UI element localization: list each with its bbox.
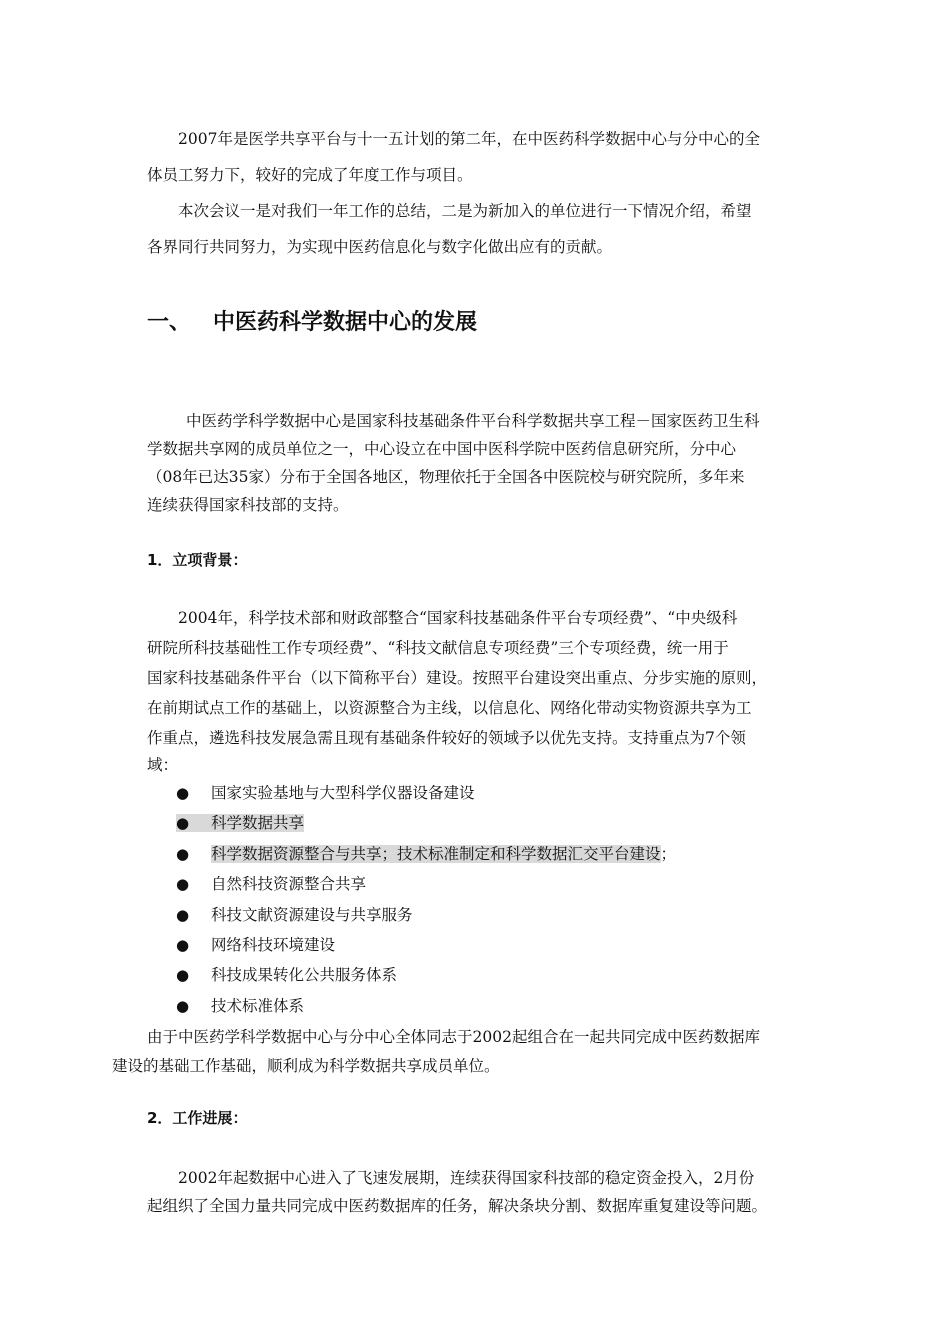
bullet-icon: ● xyxy=(176,996,190,1015)
section-1-para-line: 学数据共享网的成员单位之一，中心设立在中国中医科学院中医药信息研究所，分中心 xyxy=(147,440,737,458)
intro-paragraph-1-line-1: 2007年是医学共享平台与十一五计划的第二年，在中医药科学数据中心与分中心的全 xyxy=(178,130,760,148)
list-item-text: 国家实验基地与大型科学仪器设备建设 xyxy=(211,784,475,802)
list-item xyxy=(176,930,676,960)
list-item xyxy=(176,778,676,808)
section-1-number: 一、 xyxy=(147,310,192,335)
list-item xyxy=(176,808,676,838)
subsection-1-para-line: 作重点，遴选科技发展急需且现有基础条件较好的领域予以优先支持。支持重点为7个领 xyxy=(147,729,746,747)
section-1-para-line: 中医药学科学数据中心是国家科技基础条件平台科学数据共享工程－国家医药卫生科 xyxy=(186,412,760,430)
list-item-text: 科学数据共享 xyxy=(211,814,305,833)
list-item xyxy=(176,991,676,1021)
list-item-text: 科学数据资源整合与共享；技术标准制定和科学数据汇交平台建设 xyxy=(211,844,661,863)
list-item-text: 网络科技环境建设 xyxy=(211,935,336,954)
intro-paragraph-2-line-2: 各界同行共同努力，为实现中医药信息化与数字化做出应有的贡献。 xyxy=(147,238,613,256)
list-item-suffix: ； xyxy=(660,844,677,863)
list-item xyxy=(176,869,676,899)
list-item xyxy=(176,960,676,990)
section-1-title: 中医药科学数据中心的发展 xyxy=(213,310,478,335)
subsection-1-para-line: 在前期试点工作的基础上，以资源整合为主线，以信息化、网络化带动实物资源共享为工 xyxy=(147,699,752,717)
bullet-icon: ● xyxy=(176,935,190,954)
subsection-1-heading: 1．立项背景： xyxy=(147,551,248,569)
section-1-para-line: 连续获得国家科技部的支持。 xyxy=(147,496,349,514)
subsection-1-para-line: 国家科技基础条件平台（以下简称平台）建设。按照平台建设突出重点、分步实施的原则， xyxy=(147,669,768,687)
list-item-text: 科技成果转化公共服务体系 xyxy=(211,966,398,985)
bullet-icon: ● xyxy=(176,814,190,833)
list-item-text: 科技文献资源建设与共享服务 xyxy=(211,905,413,924)
subsection-2-heading: 2．工作进展： xyxy=(147,1109,248,1127)
list-item xyxy=(176,900,676,930)
subsection-1-closing-line-2: 建设的基础工作基础，顺利成为科学数据共享成员单位。 xyxy=(112,1057,500,1075)
list-item-text: 技术标准体系 xyxy=(211,996,305,1015)
subsection-1-para-line: 研院所科技基础性工作专项经费”、“科技文献信息专项经费”三个专项经费，统一用于 xyxy=(147,639,729,657)
intro-paragraph-2-line-1: 本次会议一是对我们一年工作的总结，二是为新加入的单位进行一下情况介绍，希望 xyxy=(178,202,752,220)
subsection-2-para-line-1: 2002年起数据中心进入了飞速发展期，连续获得国家科技部的稳定资金投入，2月份 xyxy=(178,1169,755,1187)
list-item xyxy=(176,839,676,869)
list-item-text: 自然科技资源整合共享 xyxy=(211,875,367,894)
section-1-heading xyxy=(147,306,477,340)
bullet-icon: ● xyxy=(176,966,190,985)
subsection-1-closing-line-1: 由于中医药学科学数据中心与分中心全体同志于2002起组合在一起共同完成中医药数据库 xyxy=(147,1028,760,1046)
bullet-icon: ● xyxy=(176,905,190,924)
support-areas-list xyxy=(176,778,676,1021)
bullet-icon: ● xyxy=(176,844,190,863)
subsection-2-para-line-2: 起组织了全国力量共同完成中医药数据库的任务，解决条块分割、数据库重复建设等问题。 xyxy=(147,1197,768,1215)
bullet-icon: ● xyxy=(176,875,190,894)
intro-paragraph-1-line-2: 体员工努力下，较好的完成了年度工作与项目。 xyxy=(147,166,473,184)
section-1-para-line: （08年已达35家）分布于全国各地区，物理依托于全国各中医院校与研究院所，多年来 xyxy=(147,468,745,486)
subsection-1-para-line: 域： xyxy=(147,756,179,774)
bullet-icon: ● xyxy=(176,784,190,802)
subsection-1-para-line: 2004年，科学技术部和财政部整合“国家科技基础条件平台专项经费”、“中央级科 xyxy=(178,609,738,627)
